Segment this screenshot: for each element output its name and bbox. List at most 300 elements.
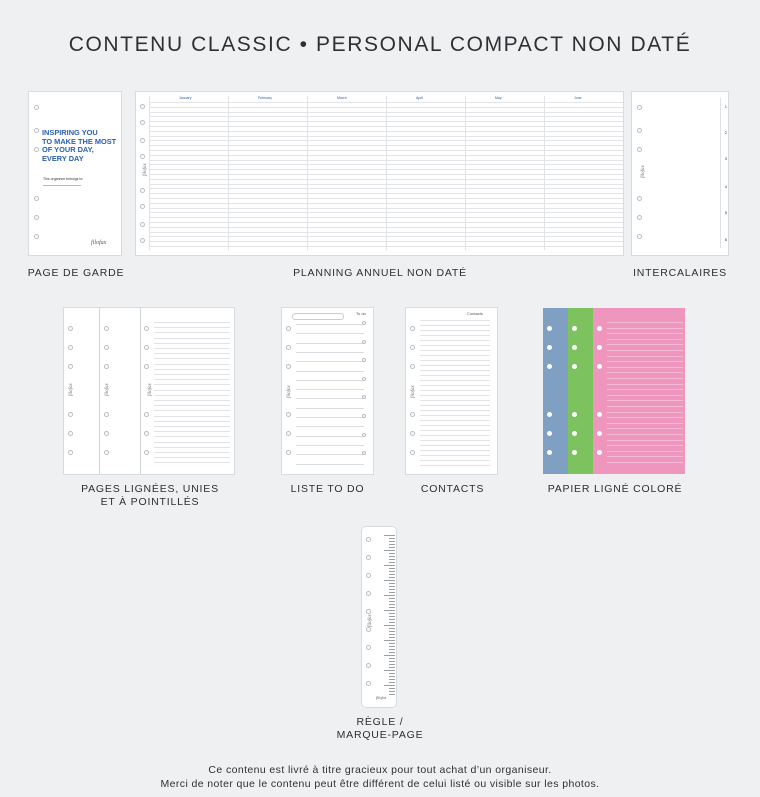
todo-checkbox (362, 414, 366, 418)
hole (144, 431, 149, 436)
hole (144, 326, 149, 331)
todo-line (296, 436, 364, 437)
contact-line (420, 380, 490, 381)
month-header: June (574, 96, 582, 100)
planner-day-row (149, 107, 623, 108)
hole (366, 645, 371, 650)
ruled-line (154, 442, 230, 443)
hole (572, 431, 577, 436)
colored-ruled-line (607, 350, 683, 351)
hole (286, 364, 291, 369)
colored-ruled-line (607, 456, 683, 457)
colored-ruled-line (607, 333, 683, 334)
contact-line (420, 410, 490, 411)
ruled-line (154, 431, 230, 432)
todo-header-box (292, 313, 344, 320)
ruler-tick (389, 643, 395, 644)
hole (68, 364, 73, 369)
ruled-line (154, 384, 230, 385)
label-line: PAGES LIGNÉES, UNIES (81, 483, 219, 495)
hole (410, 326, 415, 331)
label-planning-annuel: PLANNING ANNUEL NON DATÉ (293, 267, 467, 279)
lined-pages-sheets (64, 308, 234, 474)
hole (597, 326, 602, 331)
planner-day-row (149, 236, 623, 237)
ruler-tick (389, 604, 395, 605)
colored-ruled-line (607, 406, 683, 407)
planner-day-row (149, 184, 623, 185)
ruled-line (154, 426, 230, 427)
todo-checkbox (362, 433, 366, 437)
planner-day-row (149, 131, 623, 132)
label-line: RÈGLE / (356, 716, 404, 728)
ruler-tick (389, 628, 395, 629)
hole (410, 345, 415, 350)
ruled-line (154, 436, 230, 437)
ruler-tick (389, 592, 395, 593)
ruler-tick (384, 595, 395, 596)
ruler-tick (389, 583, 395, 584)
ruler-tick (389, 559, 395, 560)
ruled-line (154, 369, 230, 370)
hole (597, 431, 602, 436)
hole (366, 663, 371, 668)
colored-ruled-line (607, 339, 683, 340)
ruled-line (154, 358, 230, 359)
todo-line (296, 426, 364, 427)
hole (104, 450, 109, 455)
planner-sheet (136, 92, 623, 255)
planner-day-row (149, 112, 623, 113)
hole (572, 450, 577, 455)
ruler-tick (389, 598, 395, 599)
cover-page-sheet (29, 92, 121, 255)
disclaimer-line: Merci de noter que le contenu peut être différent de celui listé ou visible sur les photos. (160, 778, 600, 790)
hole (366, 573, 371, 578)
ruler-tick (389, 688, 395, 689)
label-liste-todo: LISTE TO DO (290, 483, 365, 495)
ruler-tick (384, 610, 395, 611)
contact-line (420, 330, 490, 331)
ruler-tick (389, 622, 395, 623)
planner-day-row (149, 102, 623, 103)
ruler-tick (389, 652, 395, 653)
ruler-tick (389, 661, 395, 662)
month-header: March (337, 96, 347, 100)
hole (547, 364, 552, 369)
ruler-tick (389, 673, 395, 674)
hole (547, 345, 552, 350)
ruled-line (154, 400, 230, 401)
ruled-line (154, 452, 230, 453)
hole (104, 345, 109, 350)
ruler-tick (389, 538, 395, 539)
colored-ruled-line (607, 372, 683, 373)
ruler-tick (389, 613, 395, 614)
contact-line (420, 430, 490, 431)
todo-line (296, 324, 364, 325)
hole (34, 196, 39, 201)
hole (34, 215, 39, 220)
hole (140, 188, 145, 193)
label-line: MARQUE-PAGE (336, 729, 424, 741)
ruler-tick (389, 589, 395, 590)
todo-sheet (282, 308, 373, 474)
hole (547, 326, 552, 331)
planner-day-row (149, 160, 623, 161)
todo-line (296, 352, 364, 353)
ruler-tick (389, 556, 395, 557)
ruler-tick (389, 649, 395, 650)
planner-day-row (149, 208, 623, 209)
planner-day-row (149, 174, 623, 175)
hole (286, 326, 291, 331)
ruler-tick (389, 541, 395, 542)
todo-line (296, 333, 364, 334)
hole (144, 345, 149, 350)
contact-line (420, 405, 490, 406)
ruler-tick (389, 676, 395, 677)
ruler-tick (389, 544, 395, 545)
todo-checkbox (362, 395, 366, 399)
contact-line (420, 400, 490, 401)
hole (637, 128, 642, 133)
planner-day-row (149, 155, 623, 156)
contact-line (420, 440, 490, 441)
cover-owner-label: This organiser belongs to: (43, 177, 84, 181)
colored-ruled-line (607, 417, 683, 418)
hole (572, 364, 577, 369)
hole (597, 364, 602, 369)
ruler-tick (389, 691, 395, 692)
hole (572, 326, 577, 331)
hole (366, 591, 371, 596)
hole (547, 450, 552, 455)
ruled-line (154, 457, 230, 458)
ruler-tick (384, 685, 395, 686)
contact-line (420, 390, 490, 391)
planner-day-row (149, 241, 623, 242)
cover-slogan (42, 129, 116, 163)
month-header: April (416, 96, 424, 100)
contact-line (420, 325, 490, 326)
sheet-edge (99, 308, 100, 474)
cover-slogan-line: OF YOUR DAY, (42, 145, 94, 155)
ruler-tick (389, 601, 395, 602)
hole (572, 412, 577, 417)
ruled-line (154, 410, 230, 411)
ruler-tick (389, 547, 395, 548)
planner-day-row (149, 145, 623, 146)
todo-checkbox (362, 321, 366, 325)
colored-ruled-line (607, 328, 683, 329)
planner-day-row (149, 169, 623, 170)
divider-tab-edge (720, 98, 721, 248)
contact-line (420, 420, 490, 421)
contact-line (420, 460, 490, 461)
colored-ruled-line (607, 428, 683, 429)
todo-line (296, 445, 364, 446)
ruled-line (154, 416, 230, 417)
colored-ruled-line (607, 445, 683, 446)
hole (34, 128, 39, 133)
todo-checkbox (362, 377, 366, 381)
brand-logo: filofax (376, 695, 387, 700)
dividers-sheet (632, 92, 728, 255)
planner-day-row (149, 188, 623, 189)
hole (68, 412, 73, 417)
hole (410, 412, 415, 417)
hole (68, 450, 73, 455)
contacts-sheet (406, 308, 497, 474)
hole (597, 345, 602, 350)
contact-line (420, 355, 490, 356)
todo-line (296, 464, 364, 465)
planner-day-row (149, 126, 623, 127)
ruled-line (154, 322, 230, 323)
hole (140, 154, 145, 159)
ruled-line (154, 462, 230, 463)
planner-day-row (149, 217, 623, 218)
hole (140, 238, 145, 243)
ruler-tick (389, 553, 395, 554)
colored-ruled-line (607, 367, 683, 368)
brand-logo: filofax (105, 383, 110, 396)
colored-ruled-line (607, 361, 683, 362)
ruler-tick (389, 646, 395, 647)
brand-logo: filofax (148, 383, 153, 396)
ruler-tick (389, 568, 395, 569)
hole (572, 345, 577, 350)
contact-line (420, 350, 490, 351)
brand-logo: filofax (641, 165, 646, 178)
hole (637, 147, 642, 152)
contact-line (420, 370, 490, 371)
colored-ruled-line (607, 451, 683, 452)
todo-line (296, 454, 364, 455)
contact-line (420, 335, 490, 336)
planner-day-row (149, 179, 623, 180)
ruled-line (154, 390, 230, 391)
hole (286, 345, 291, 350)
ruler-tick (389, 679, 395, 680)
divider-tab-1: 1 (724, 104, 727, 109)
ruler-tick (384, 640, 395, 641)
contact-line (420, 445, 490, 446)
colored-paper-sheets (543, 308, 685, 474)
contacts-header: Contacts (467, 311, 483, 316)
hole (286, 412, 291, 417)
ruler-tick (389, 586, 395, 587)
ruler-tick (384, 535, 395, 536)
colored-ruled-line (607, 356, 683, 357)
colored-ruled-line (607, 378, 683, 379)
todo-line (296, 398, 364, 399)
planner-day-row (149, 164, 623, 165)
planner-day-row (149, 150, 623, 151)
brand-logo: filofax (287, 385, 292, 398)
ruler-tick (389, 694, 395, 695)
colored-ruled-line (607, 462, 683, 463)
todo-checkbox (362, 340, 366, 344)
brand-logo: filofax (91, 240, 107, 246)
hole (140, 104, 145, 109)
contact-line (420, 340, 490, 341)
contact-line (420, 450, 490, 451)
hole (547, 431, 552, 436)
label-page-de-garde: PAGE DE GARDE (27, 267, 125, 279)
planner-day-row (149, 121, 623, 122)
todo-line (296, 380, 364, 381)
ruler-tick (389, 607, 395, 608)
colored-ruled-line (607, 395, 683, 396)
ruler-tick (389, 634, 395, 635)
ruled-line (154, 421, 230, 422)
ruler-tick (384, 580, 395, 581)
colored-ruled-line (607, 440, 683, 441)
hole (104, 412, 109, 417)
label-line: ET À POINTILLÉS (100, 496, 200, 508)
planner-day-row (149, 232, 623, 233)
ruled-line (154, 447, 230, 448)
hole (104, 326, 109, 331)
cover-slogan-line: TO MAKE THE MOST (42, 136, 117, 146)
todo-line (296, 417, 364, 418)
divider-tab-3: 3 (724, 156, 727, 161)
hole (286, 431, 291, 436)
colored-ruled-line (607, 434, 683, 435)
ruler-tick (384, 670, 395, 671)
month-header: January (179, 96, 192, 100)
todo-line (296, 371, 364, 372)
ruled-line (154, 343, 230, 344)
label-regle (320, 716, 440, 742)
hole (547, 412, 552, 417)
hole (144, 364, 149, 369)
month-header: February (258, 96, 273, 100)
brand-logo: filofax (411, 385, 416, 398)
colored-ruled-line (607, 400, 683, 401)
contact-line (420, 345, 490, 346)
colored-ruled-line (607, 384, 683, 385)
ruler-tick (384, 550, 395, 551)
ruler-tick (384, 625, 395, 626)
planner-day-row (149, 193, 623, 194)
ruler-tick (389, 574, 395, 575)
planner-day-row (149, 227, 623, 228)
hole (104, 431, 109, 436)
label-pages-lignees (60, 483, 240, 509)
hole (597, 450, 602, 455)
contact-line (420, 385, 490, 386)
colored-ruled-line (607, 389, 683, 390)
ruler-tick (389, 619, 395, 620)
divider-tab-2: 2 (724, 130, 727, 135)
todo-header: To do (356, 311, 366, 316)
ruled-line (154, 338, 230, 339)
ruler-tick (389, 616, 395, 617)
ruled-line (154, 348, 230, 349)
ruler-tick (389, 658, 395, 659)
planner-day-row (149, 212, 623, 213)
hole (410, 431, 415, 436)
month-header: May (495, 96, 502, 100)
contact-line (420, 465, 490, 466)
planner-day-row (149, 140, 623, 141)
colored-ruled-line (607, 412, 683, 413)
green-sheet (568, 308, 596, 474)
page-title: CONTENU CLASSIC • PERSONAL COMPACT NON DATÉ (68, 33, 692, 56)
brand-logo: filofax (143, 163, 148, 176)
ruler-tick (389, 631, 395, 632)
hole (68, 326, 73, 331)
cover-owner-line (43, 185, 81, 186)
planner-day-row (149, 198, 623, 199)
todo-line (296, 343, 364, 344)
label-contacts: CONTACTS (420, 483, 485, 495)
contact-line (420, 360, 490, 361)
colored-ruled-line (607, 322, 683, 323)
ruler-tick (389, 577, 395, 578)
brand-logo: filofax (368, 614, 373, 627)
todo-checkbox (362, 451, 366, 455)
ruled-line (154, 395, 230, 396)
contact-line (420, 365, 490, 366)
hole (144, 412, 149, 417)
ruler-tick (389, 682, 395, 683)
contact-line (420, 435, 490, 436)
hole (637, 215, 642, 220)
hole (366, 681, 371, 686)
colored-ruled-line (607, 423, 683, 424)
hole (144, 450, 149, 455)
divider-tab-4: 4 (724, 184, 727, 189)
label-intercalaires: INTERCALAIRES (633, 267, 727, 279)
hole (366, 537, 371, 542)
ruled-line (154, 374, 230, 375)
todo-line (296, 361, 364, 362)
divider-tab-5: 5 (724, 210, 727, 215)
contact-line (420, 425, 490, 426)
contact-line (420, 455, 490, 456)
contact-line (420, 395, 490, 396)
hole (104, 364, 109, 369)
hole (140, 204, 145, 209)
hole (410, 364, 415, 369)
blue-sheet (543, 308, 571, 474)
disclaimer (0, 763, 760, 791)
brand-logo: filofax (69, 383, 74, 396)
ruled-line (154, 364, 230, 365)
hole (68, 431, 73, 436)
cover-slogan-line: EVERY DAY (42, 153, 84, 163)
sheet-edge (140, 308, 141, 474)
cover-slogan-line: INSPIRING YOU (42, 128, 98, 137)
hole (637, 105, 642, 110)
todo-line (296, 408, 364, 409)
hole (68, 345, 73, 350)
hole (366, 555, 371, 560)
hole (597, 412, 602, 417)
contact-line (420, 320, 490, 321)
ruler-tick (389, 571, 395, 572)
planner-day-row (149, 203, 623, 204)
ruled-line (154, 379, 230, 380)
hole (637, 234, 642, 239)
hole (34, 234, 39, 239)
ruler-tick (389, 664, 395, 665)
hole (34, 105, 39, 110)
